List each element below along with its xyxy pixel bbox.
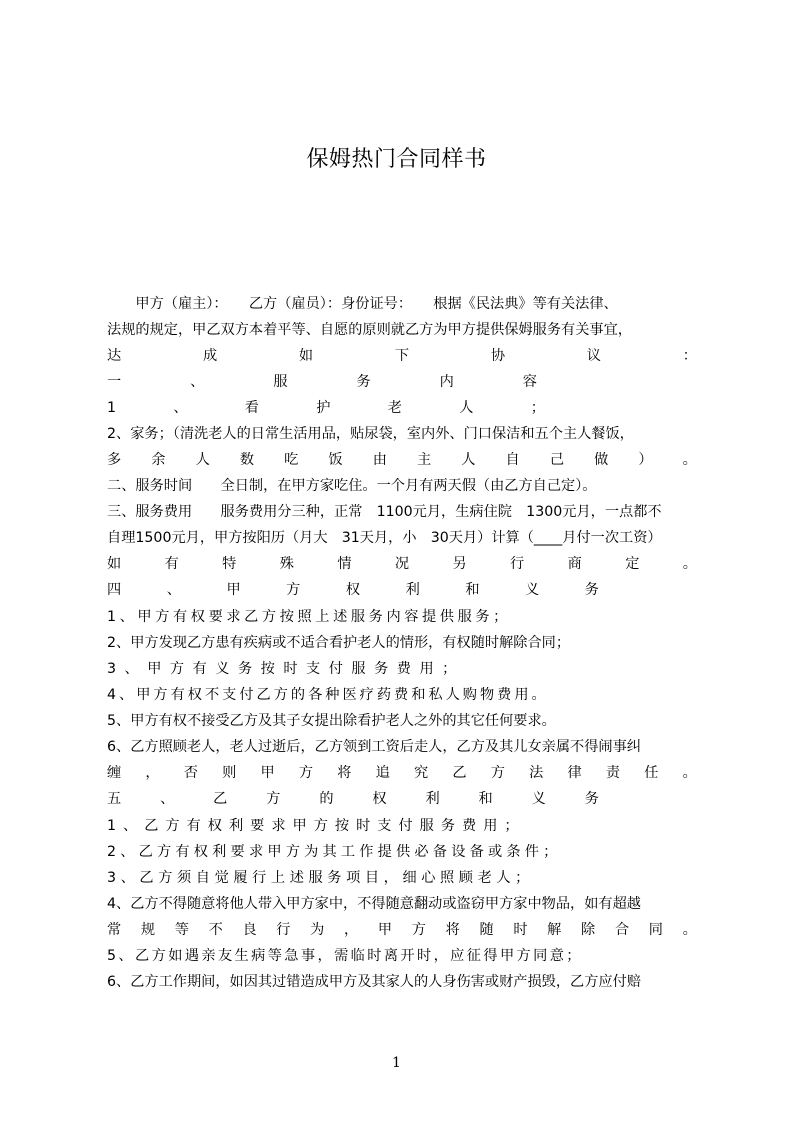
body-line: 甲方（雇主）： 乙方（雇员）：身份证号： 根据《民法典》等有关法律、 bbox=[107, 296, 618, 312]
char: 常 bbox=[107, 922, 122, 938]
body-line: 3、甲方有义务按时支付服务费用； bbox=[107, 661, 465, 677]
body-line-justified bbox=[107, 450, 697, 470]
char: 况 bbox=[394, 556, 410, 572]
char: 任 bbox=[644, 765, 659, 781]
char: 方 bbox=[286, 582, 301, 598]
char: 务 bbox=[356, 374, 371, 390]
char: 方 bbox=[266, 791, 281, 807]
char: 容 bbox=[522, 374, 537, 390]
char: 自 bbox=[505, 452, 520, 468]
body-line: 2、乙方有权利要求甲方为其工作提供必备设备或条件； bbox=[107, 844, 562, 860]
char: 时 bbox=[513, 922, 528, 938]
char: 余 bbox=[151, 452, 166, 468]
char: 将 bbox=[445, 922, 460, 938]
section-heading bbox=[107, 372, 537, 392]
char: 人 bbox=[195, 452, 210, 468]
char: 义 bbox=[525, 582, 540, 598]
char: 四 bbox=[107, 582, 122, 598]
char: 规 bbox=[140, 922, 156, 938]
char: 将 bbox=[337, 765, 352, 781]
body-line: 1、甲方有权要求乙方按照上述服务内容提供服务； bbox=[107, 609, 511, 625]
char: 律 bbox=[567, 765, 582, 781]
char: 议 bbox=[586, 348, 601, 364]
document-title: 保姆热门合同样书 bbox=[306, 147, 487, 172]
char: 解 bbox=[547, 922, 562, 938]
body-line: 2、甲方发现乙方患有疾病或不适合看护老人的情形，有权随时解除合同； bbox=[107, 635, 571, 651]
char: 、 bbox=[160, 791, 175, 807]
char: 人 bbox=[461, 452, 476, 468]
char: 饭 bbox=[328, 452, 343, 468]
char: 人 bbox=[459, 400, 474, 416]
body-line: 2、家务；（清洗老人的日常生活用品，贴尿袋，室内外、门口保洁和五个主人餐饭， bbox=[107, 426, 634, 442]
char: 甲 bbox=[260, 765, 275, 781]
char: 不 bbox=[208, 922, 223, 938]
char: 务 bbox=[584, 582, 599, 598]
char: 甲 bbox=[377, 922, 393, 938]
char: 如 bbox=[298, 348, 314, 364]
char: 究 bbox=[414, 765, 429, 781]
char: 追 bbox=[375, 765, 390, 781]
body-line: 3、乙方须自觉履行上述服务项目，细心照顾老人； bbox=[107, 870, 534, 886]
char: 数 bbox=[239, 452, 255, 468]
body-line-justified bbox=[107, 763, 697, 783]
char: 责 bbox=[605, 765, 621, 781]
char: 义 bbox=[531, 791, 546, 807]
char: 权 bbox=[345, 582, 361, 598]
char: 特 bbox=[222, 556, 237, 572]
body-line: 4、甲方有权不支付乙方的各种医疗药费和私人购物费用。 bbox=[107, 687, 549, 703]
char: 己 bbox=[549, 452, 565, 468]
char: ） bbox=[638, 452, 653, 468]
section-heading bbox=[107, 789, 599, 809]
char: 务 bbox=[584, 791, 599, 807]
char: 内 bbox=[439, 374, 454, 390]
char: 做 bbox=[594, 452, 609, 468]
body-line-justified bbox=[107, 346, 697, 366]
char: 和 bbox=[465, 582, 480, 598]
char: 行 bbox=[276, 922, 291, 938]
char: 同 bbox=[648, 922, 663, 938]
char: 主 bbox=[416, 452, 432, 468]
char: 老 bbox=[387, 400, 402, 416]
char: 则 bbox=[222, 765, 237, 781]
char: 甲 bbox=[226, 582, 241, 598]
char: 。 bbox=[682, 765, 697, 781]
body-line: 法规的规定，甲乙双方本着平等、自愿的原则就乙方为甲方提供保姆服务有关事宜， bbox=[107, 322, 632, 338]
char: 下 bbox=[394, 348, 410, 364]
body-line: 6、乙方照顾老人，老人过逝后，乙方领到工资后走人，乙方及其儿女亲属不得闹事纠 bbox=[107, 739, 641, 755]
body-line-justified bbox=[107, 398, 545, 418]
char: 如 bbox=[107, 556, 122, 572]
char: 服 bbox=[273, 374, 288, 390]
char: 协 bbox=[490, 348, 506, 364]
char: 1 bbox=[107, 400, 117, 416]
char: 护 bbox=[316, 400, 331, 416]
char: 除 bbox=[581, 922, 596, 938]
section-heading bbox=[107, 580, 599, 600]
body-line-justified bbox=[107, 920, 697, 940]
char: 、 bbox=[190, 374, 205, 390]
char: 方 bbox=[298, 765, 314, 781]
char: 的 bbox=[319, 791, 334, 807]
char: ： bbox=[682, 348, 697, 364]
body-line: 6、乙方工作期间，如因其过错造成甲方及其家人的人身伤害或财产损毁，乙方应付赔 bbox=[107, 974, 641, 990]
char: 情 bbox=[337, 556, 352, 572]
char: 合 bbox=[614, 922, 630, 938]
char: 五 bbox=[107, 791, 122, 807]
char: 看 bbox=[244, 400, 259, 416]
char: 。 bbox=[682, 452, 697, 468]
char: 商 bbox=[567, 556, 582, 572]
char: 利 bbox=[405, 582, 420, 598]
char: 和 bbox=[478, 791, 493, 807]
char: 有 bbox=[164, 556, 179, 572]
char: 由 bbox=[372, 452, 387, 468]
char: 殊 bbox=[279, 556, 294, 572]
body-line: 二、服务时间 全日制，在甲方家吃住。一个月有两天假（由乙方自己定）。 bbox=[107, 478, 597, 494]
char: 乙 bbox=[452, 765, 467, 781]
char: 行 bbox=[510, 556, 525, 572]
char: 缠 bbox=[107, 765, 122, 781]
char: 另 bbox=[452, 556, 467, 572]
char: 。 bbox=[682, 922, 697, 938]
char: 权 bbox=[372, 791, 387, 807]
char: 达 bbox=[107, 348, 122, 364]
body-line: 1、乙方有权利要求甲方按时支付服务费用； bbox=[107, 818, 526, 834]
char: 定 bbox=[625, 556, 640, 572]
char: 为 bbox=[310, 922, 325, 938]
char: 、 bbox=[166, 582, 181, 598]
char: 法 bbox=[529, 765, 544, 781]
char: ， bbox=[344, 922, 359, 938]
char: 一 bbox=[107, 374, 122, 390]
char: 成 bbox=[202, 348, 218, 364]
char: 多 bbox=[107, 452, 122, 468]
char: 。 bbox=[682, 556, 697, 572]
page-number: 1 bbox=[392, 1055, 401, 1071]
body-line: 三、服务费用 服务费用分三种，正常 1100元月，生病住院 1300元月，一点都不 bbox=[107, 504, 662, 520]
char: 乙 bbox=[213, 791, 228, 807]
char: ， bbox=[145, 765, 160, 781]
char: 良 bbox=[242, 922, 257, 938]
body-line: 5、甲方有权不接受乙方及其子女提出除看护老人之外的其它任何要求。 bbox=[107, 713, 556, 729]
char: 利 bbox=[425, 791, 440, 807]
body-line-justified bbox=[107, 554, 697, 574]
char: ； bbox=[530, 400, 545, 416]
body-line: 自理1500元月，甲方按阳历（月大 31天月，小 30天月）计算（____月付一次工资） bbox=[107, 530, 662, 546]
body-line: 5、乙方如遇亲友生病等急事，需临时离开时，应征得甲方同意； bbox=[107, 948, 583, 964]
char: 随 bbox=[479, 922, 494, 938]
char: 方 bbox=[490, 765, 505, 781]
body-line: 4、乙方不得随意将他人带入甲方家中，不得随意翻动或盗窃甲方家中物品，如有超越 bbox=[107, 896, 641, 912]
char: 等 bbox=[174, 922, 189, 938]
char: 吃 bbox=[284, 452, 299, 468]
char: 方 bbox=[411, 922, 426, 938]
char: 、 bbox=[173, 400, 188, 416]
char: 否 bbox=[183, 765, 198, 781]
